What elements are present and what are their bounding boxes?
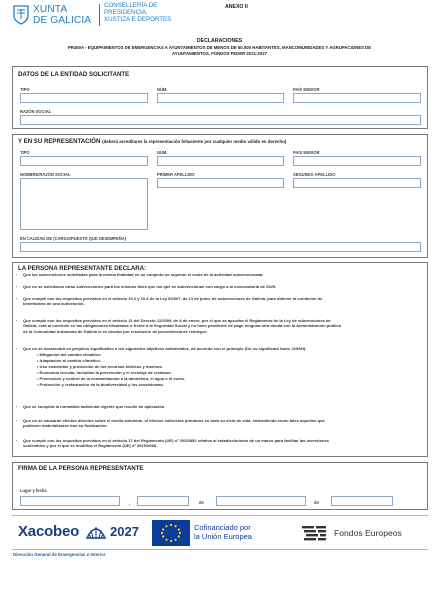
declaration-item [23,272,419,277]
xunta-name-line2: DE GALICIA [33,15,92,26]
conselleria-line: XUSTIZA E DEPORTES [104,15,172,23]
rep-name-field[interactable] [20,178,148,230]
declaration-line: Que no se ocasionará un perjuicio significativo a los siguientes objetivos ambientales, de acuerdo con el principio (Do no significant harm -DNSH): [23,346,307,351]
european-funds-icon [300,523,330,545]
environmental-objective: • Adaptación al cambio climático. [37,358,102,363]
rep-country-label: PAÍS EMISOR [293,150,320,155]
objective-text: Prevención y control de la contaminación a la atmósfera, el agua o el suelo. [39,376,186,381]
declaration-item [23,346,419,351]
footer-logos [12,515,428,550]
declaration-line: Galicia, está al corriente en las obligaciones tributarias o frente a la Seguridad Social y no tiene pendiente de pago ninguna otra deuda con la Administración pública [23,323,341,329]
environmental-objective: • Economía circular, incluidos la prevención y el reciclaje de residuos. [37,370,172,375]
eu-text-line: Cofinanciado por [194,523,251,532]
representative-section-title [18,138,423,145]
declaration-item [23,418,419,429]
declaration-item [23,438,419,449]
annex-label: ANEXO II [225,4,248,10]
bullet: - [16,404,18,409]
direction-general-text: Dirección General de Emergencias e Interior [13,552,106,557]
day-field[interactable] [137,496,189,506]
applicant-type-field[interactable] [20,93,148,103]
bullet: - [16,418,18,423]
applicant-number-label: NÚM. [157,87,168,92]
declaration-line: Que cumple con los requisitos previstos en el artículo 17 del Reglamento (UE) nº 2020/852 relativo al establecimiento de un marco para facilitar las inversiones [23,438,330,443]
rep-first-surname-label: PRIMER APELLIDO [157,172,195,177]
representative-section [12,134,428,258]
date-connector: de [314,500,319,505]
declaration-line: Que no se solicitaron otras subvenciones para los mismos fines que los que se subvencionan con cargo a la convocatoria de 2025. [23,284,277,289]
declaration-item [23,318,419,334]
bullet: - [16,438,18,443]
rep-position-label: EN CALIDAD DE (CARGO/PUESTO QUE DESEMPEÑA) [20,236,127,241]
bullet: - [16,318,18,323]
galicia-shield-icon [13,5,29,25]
rep-first-surname-field[interactable] [157,178,284,188]
declaration-item [23,296,419,307]
declaration-section-title: LA PERSONA REPRESENTANTE DECLARA: [18,265,147,272]
objective-text: Mitigación del cambio climático. [39,352,102,357]
conselleria-line: CONSELLERÍA DE [104,2,158,9]
applicant-country-field[interactable] [293,93,421,103]
applicant-section [12,66,428,129]
declaration-line: Que las subvenciones solicitadas para la misma finalidad en su conjunto no superan el coste de la actividad subvencionada. [23,272,264,277]
representative-title-text: Y EN SU REPRESENTACIÓN [18,138,101,145]
declaration-line: sostenibles y por el que se modifica el Reglamento (UE) nº 2019/2088. [23,443,158,449]
rep-second-surname-field[interactable] [293,178,421,188]
rep-position-field[interactable] [20,242,421,252]
header-divider [99,4,100,26]
rep-type-label: TIPO [20,150,30,155]
declaration-line: Que se cumplirá la normativa ambiental vigente que resulte de aplicación. [23,404,166,409]
declaration-line: Que cumple con los requisitos previstos en el artículo 10.2 y 10.3 de la Ley 9/2007, de 13 de junio, de subvenciones de Galicia, para obtener la condición de [23,296,323,301]
applicant-section-title: DATOS DE LA ENTIDAD SOLICITANTE [18,71,130,78]
declaration-line: de la Comunidad Autónoma de Galicia ni es deudor por resolución de procedencia de reintegro. [23,328,208,334]
xunta-name-line1: XUNTA [33,4,68,15]
objective-text: Economía circular, incluidos la prevención y el reciclaje de residuos. [39,370,172,375]
environmental-objective: • Protección y restauración de la biodiversidad y los ecosistemas. [37,382,164,387]
declaration-line: beneficiario de una subvención. [23,301,85,307]
rep-name-label: NOMBRE/RAZÓN SOCIAL [20,172,71,177]
applicant-name-label: RAZÓN SOCIAL [20,109,52,114]
applicant-name-field[interactable] [20,115,421,125]
declaration-item [23,284,419,289]
place-field[interactable] [20,496,120,506]
declaration-line: Que no se causarán efectos directos sobre el medio ambiente, ni efectos indirectos primarios en todo su ciclo de vida, entendiendo como tales aquellos que [23,418,325,423]
rep-country-field[interactable] [293,156,421,166]
comma-separator: , [129,501,131,506]
environmental-objective: • Mitigación del cambio climático. [37,352,102,357]
subtitle-line: PR450A - EQUIPAMIENTOS DE EMERGENCIAS A AYUNTAMIENTOS DE MENOS DE 50.000 HABITANTES, MANCOMUNIDADES Y AGRUPACIONES DE [67,45,372,50]
declaration-line: pudiesen materializarse tras su finalización. [23,423,108,429]
environmental-objective: • Prevención y control de la contaminación a la atmósfera, el agua o el suelo. [37,376,186,381]
date-connector: de [199,500,204,505]
european-funds-text: Fondos Europeos [334,528,402,538]
rep-number-field[interactable] [157,156,284,166]
document-title: DECLARACIONES [196,38,243,44]
signature-section-title: FIRMA DE LA PERSONA REPRESENTANTE [18,465,144,472]
rep-second-surname-label: SEGUNDO APELLIDO [293,172,336,177]
applicant-number-field[interactable] [157,93,284,103]
rep-type-field[interactable] [20,156,148,166]
eu-text-line: la Unión Europea [194,532,252,541]
representative-title-note: (deberá acreditarse la representación fehaciente por cualquier medio válido en derecho) [102,139,287,144]
bullet: - [16,296,18,301]
place-date-label: Lugar y fecha [20,488,47,493]
conselleria-line: PRESIDENCIA, [104,8,148,16]
scallop-shell-icon [85,524,107,542]
objective-text: Adaptación al cambio climático. [39,358,102,363]
conselleria-name [104,3,194,23]
eu-flag-icon [152,520,190,546]
signature-section [12,462,428,510]
xunta-logo [13,3,100,27]
applicant-type-label: TIPO [20,87,30,92]
bullet: - [16,346,18,351]
objective-text: Uso sostenible y protección de los recursos hídricos y marinos. [39,364,163,369]
environmental-objective: • Uso sostenible y protección de los recursos hídricos y marinos. [37,364,163,369]
bullet: - [16,272,18,277]
xacobeo-logo: Xacobeo [18,523,80,540]
document-subtitle [30,45,409,56]
year-logo: 2027 [110,524,139,539]
month-field[interactable] [216,496,306,506]
bullet: - [16,284,18,289]
declaration-line: Que cumple con los requisitos previstos en el artículo 11 del Decreto 11/2009, de 8 de enero, por el que se aprueba el Reglamento de la Ley de subvenciones de [23,318,331,323]
objective-text: Protección y restauración de la biodiversidad y los ecosistemas. [39,382,164,387]
applicant-country-label: PAÍS EMISOR [293,87,320,92]
declaration-item [23,404,419,409]
rep-number-label: NÚM. [157,150,168,155]
eu-cofinanced-text [194,523,252,541]
year-field[interactable] [331,496,393,506]
subtitle-line: AYUNTAMIENTOS. FONDOS FEDER 2021-2027 [172,50,267,56]
